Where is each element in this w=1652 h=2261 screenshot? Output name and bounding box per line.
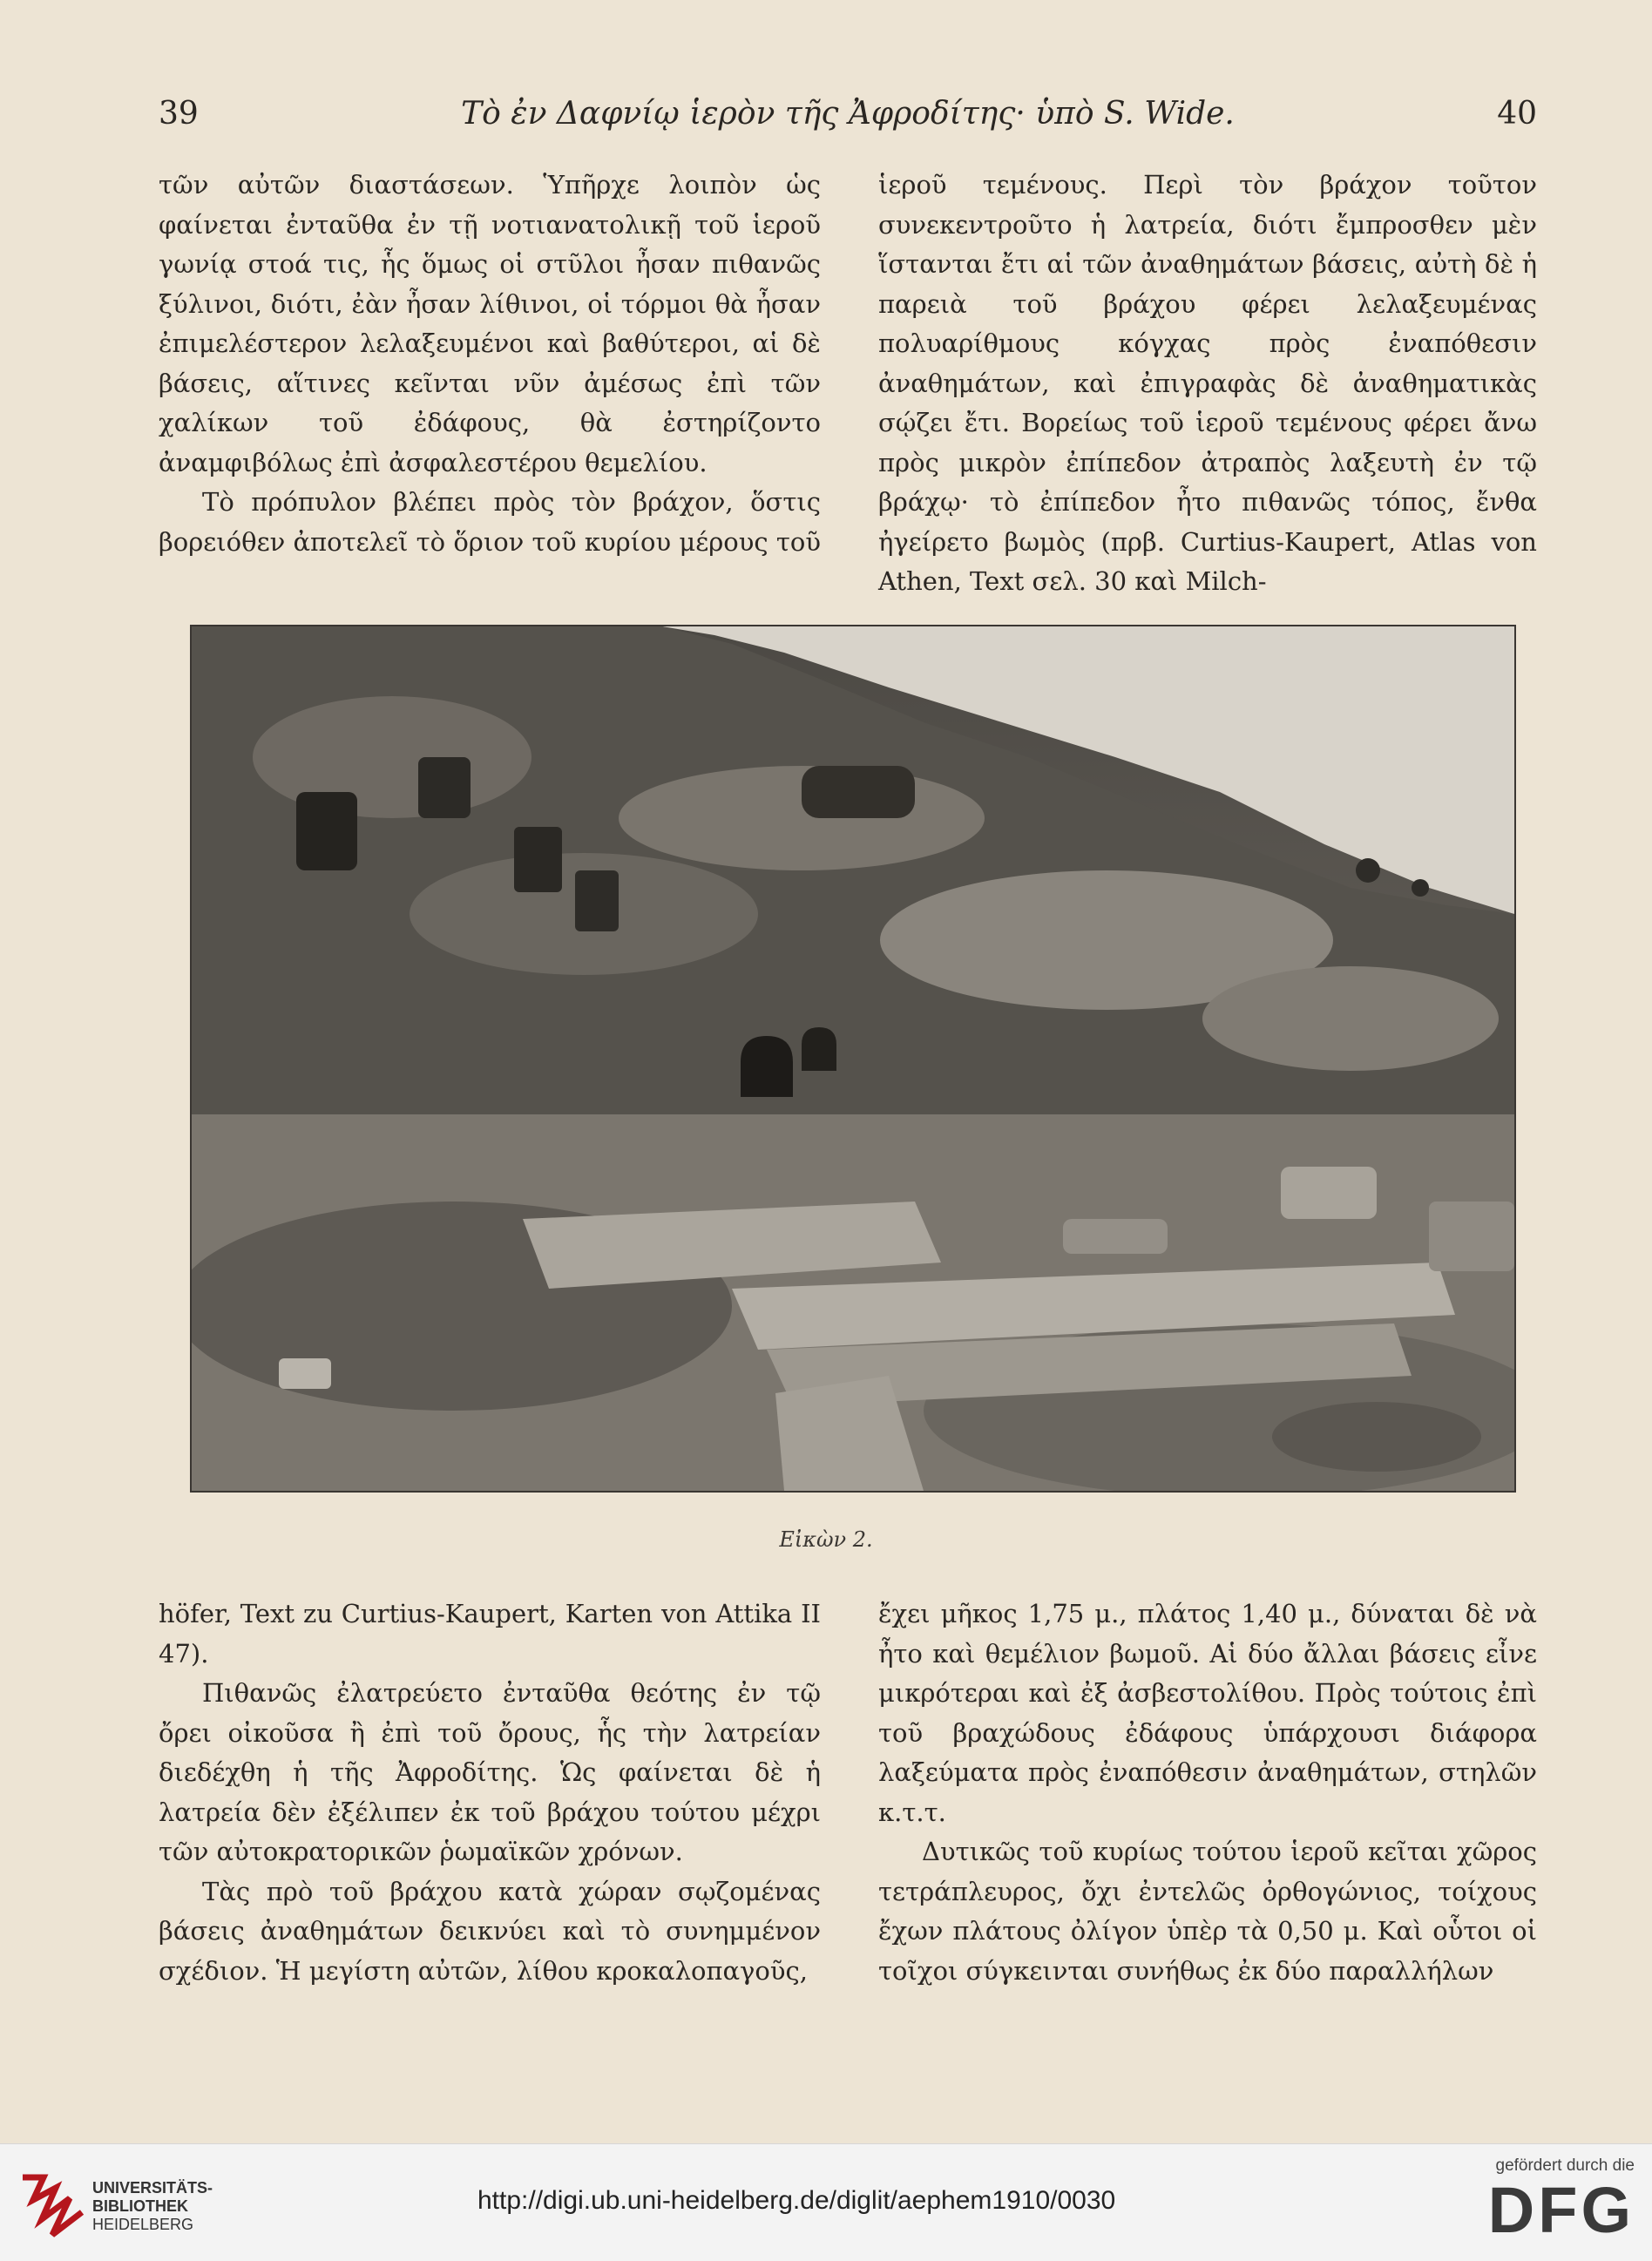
paragraph: Πιθανῶς ἐλατρεύετο ἐνταῦθα θεότης ἐν τῷ ὄρει οἰκοῦσα ἢ ἐπὶ τοῦ ὄρους, ἧς τὴν λατρείαν διεδέχθη ἡ τῆς Ἀφροδίτης. Ὡς φαίνεται δὲ ἡ λατρεία δὲν ἐξέλιπεν ἐκ τοῦ βράχου τούτου μέχρι τῶν αὐτοκρατορικῶν ῥωμαϊκῶν χρόνων. [159, 1678, 821, 1866]
rock-face-photo [192, 626, 1514, 1491]
digitization-footer [0, 2143, 1652, 2261]
page-number-right: 40 [1497, 96, 1537, 132]
rock-patch [1202, 966, 1499, 1071]
rock-patch [619, 766, 985, 870]
shrub [1272, 1402, 1481, 1472]
running-title: Τὸ ἐν Δαφνίῳ ἱερὸν τῆς Ἀφροδίτης· ὑπὸ S. Wide. [461, 96, 1235, 132]
paragraph: Τὰς πρὸ τοῦ βράχου κατὰ χώραν σῳζομένας βάσεις ἀναθημάτων δεικνύει καὶ τὸ συνημμένον σχέδιον. Ἡ μεγίστη αὐτῶν, λίθου κροκαλοπαγοῦς, [159, 1876, 821, 1986]
page-number-left: 39 [159, 96, 199, 132]
arched-niche [802, 1027, 836, 1071]
library-name-line: UNIVERSITÄTS- [92, 2179, 213, 2197]
library-name [92, 2179, 213, 2234]
paragraph: höfer, Text zu Curtius-Kaupert, Karten von Attika II 47). [159, 1599, 821, 1669]
library-logo[interactable] [17, 2167, 244, 2240]
library-name-line: BIBLIOTHEK [92, 2197, 188, 2215]
heidelberg-library-icon [17, 2167, 87, 2240]
niche [418, 757, 471, 818]
paragraph: ἱεροῦ τεμένους. Περὶ τὸν βράχον τοῦτον συνεκεντροῦτο ἡ λατρεία, διότι ἔμπροσθεν μὲν ἵστανται ἔτι αἱ τῶν ἀναθημάτων βάσεις, αὐτὴ δὲ ἡ παρειὰ τοῦ βράχου φέρει λελαξευμένας πολυαρίθμους κόγχας πρὸς ἐναπόθεσιν ἀναθημάτων, καὶ ἐπιγραφὰς δὲ ἀναθηματικὰς σῴζει ἔτι. Βορείως τοῦ ἱεροῦ τεμένους φέρει ἄνω πρὸς μικρὸν ἐπίπεδον ἀτραπὸς λαξευτὴ ἐν τῷ βράχῳ· τὸ ἐπίπεδον ἦτο πιθανῶς τόπος, ἔνθα ἠγείρετο βωμὸς (πρβ. Curtius-Kaupert, Atlas von Athen, Text σελ. 30 καὶ Milch- [878, 170, 1537, 596]
stone-block [1281, 1167, 1377, 1219]
figure-caption: Εἰκὼν 2. [779, 1527, 873, 1552]
tree [1412, 879, 1429, 897]
column-top-right [878, 166, 1537, 602]
arched-niche [741, 1036, 793, 1097]
niche [296, 792, 357, 870]
funder-block[interactable] [1460, 2156, 1635, 2252]
stone-block [1063, 1219, 1168, 1254]
library-name-line: HEIDELBERG [92, 2216, 194, 2233]
column-top-left [159, 166, 821, 562]
paragraph: Δυτικῶς τοῦ κυρίως τούτου ἱεροῦ κεῖται χῶρος τετράπλευρος, ὄχι ἐντελῶς ὀρθογώνιος, τοίχους ἔχων πλάτους ὀλίγον ὑπὲρ τὰ 0,50 μ. Καὶ οὗτοι οἱ τοῖχοι σύγκεινται συνήθως ἐκ δύο παραλλήλων [878, 1837, 1537, 1986]
niche [575, 870, 619, 931]
niche [802, 766, 915, 818]
stone-block [279, 1358, 331, 1389]
paragraph: τῶν αὐτῶν διαστάσεων. Ὑπῆρχε λοιπὸν ὡς φαίνεται ἐνταῦθα ἐν τῇ νοτιανατολικῇ τοῦ ἱεροῦ γωνίᾳ στοά τις, ἧς ὅμως οἱ στῦλοι ἦσαν πιθανῶς ξύλινοι, διότι, ἐὰν ἦσαν λίθινοι, οἱ τόρμοι θὰ ἦσαν ἐπιμελέστερον λελαξευμένοι καὶ βαθύτεροι, αἱ δὲ βάσεις, αἵτινες κεῖνται νῦν ἀμέσως ἐπὶ τῶν χαλίκων τοῦ ἐδάφους, θὰ ἐστηρίζοντο ἀναμφιβόλως ἐπὶ ἀσφαλεστέρου θεμελίου. [159, 170, 821, 477]
permalink-url[interactable]: http://digi.ub.uni-heidelberg.de/diglit/aephem1910/0030 [477, 2186, 1116, 2215]
column-bottom-left [159, 1594, 821, 1991]
rock-patch [253, 696, 531, 818]
paragraph: Τὸ πρόπυλον βλέπει πρὸς τὸν βράχον, ὅστις βορειόθεν ἀποτελεῖ τὸ ὅριον τοῦ κυρίου μέρους τοῦ [159, 487, 821, 557]
stone-block [1429, 1202, 1514, 1271]
column-bottom-right [878, 1594, 1537, 1991]
niche [514, 827, 562, 892]
tree [1356, 858, 1380, 883]
funding-note: gefördert durch die [1495, 2156, 1635, 2175]
figure-photograph-rock-sanctuary [190, 625, 1516, 1493]
paragraph: ἔχει μῆκος 1,75 μ., πλάτος 1,40 μ., δύναται δὲ νὰ ἦτο καὶ θεμέλιον βωμοῦ. Αἱ δύο ἄλλαι βάσεις εἶνε μικρότεραι καὶ ἐξ ἀσβεστολίθου. Πρὸς τούτοις ἐπὶ τοῦ βραχώδους ἐδάφους ὑπάρχουσι διάφορα λαξεύματα πρὸς ἐναπόθεσιν ἀναθημάτων, στηλῶν κ.τ.τ. [878, 1599, 1537, 1827]
dfg-logo: DFG [1487, 2174, 1635, 2246]
running-header [159, 96, 1537, 139]
